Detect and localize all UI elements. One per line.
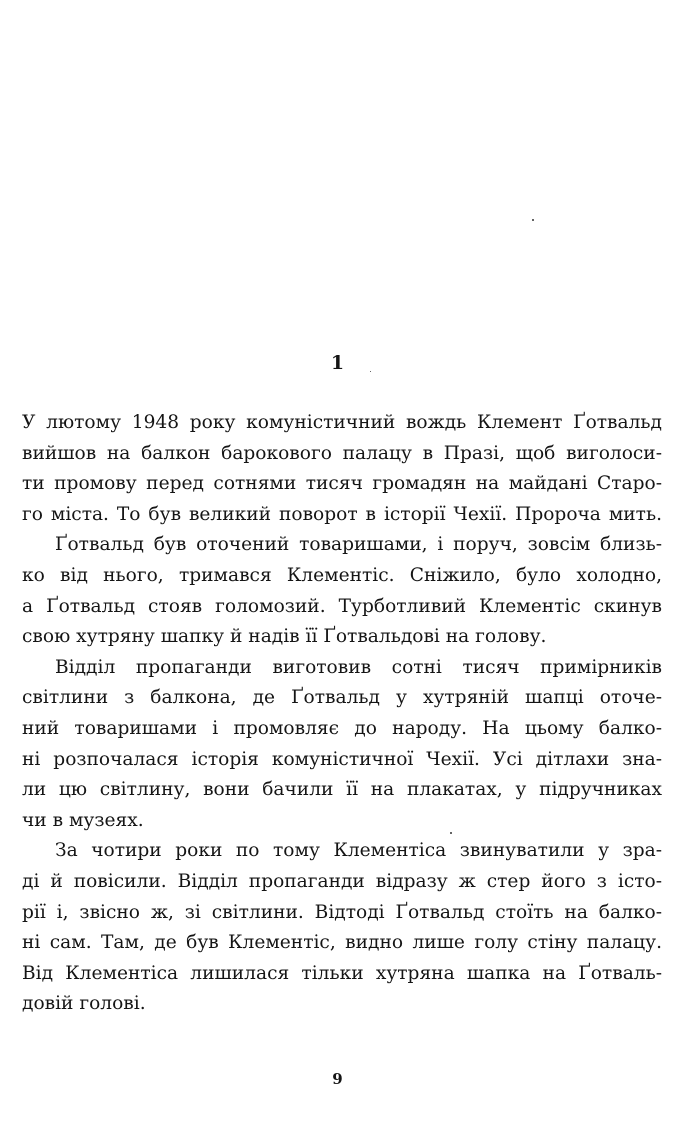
text-line: Відділ пропаганди виготовив сотні тисяч примірників (55, 656, 662, 678)
paragraph (22, 836, 662, 1020)
text-line: Ґотвальд був оточений товаришами, і поруч, зовсім близь- (55, 534, 662, 556)
paragraph (22, 408, 662, 530)
text-line: ні сам. Там, де був Клементіс, видно лише голу стіну палацу. (22, 932, 662, 954)
paragraph (22, 530, 662, 652)
text-line: довій голові. (22, 993, 146, 1015)
scan-speck (532, 219, 534, 221)
text-line: рії і, звісно ж, зі світлини. Відтоді Ґотвальд стоїть на балко- (22, 901, 662, 923)
text-line: світлини з балкона, де Ґотвальд у хутряній шапці оточе- (22, 687, 662, 709)
text-line: ко від нього, тримався Клементіс. Сніжило, було холодно, (22, 564, 662, 586)
text-line: а Ґотвальд стояв голомозий. Турботливий Клементіс скинув (22, 595, 662, 617)
text-line: ний товаришами і промовляє до народу. На цьому балко- (22, 717, 662, 739)
chapter-number: 1 (330, 352, 345, 374)
text-line: ли цю світлину, вони бачили її на плакатах, у підручниках (22, 779, 662, 801)
paragraph (22, 653, 662, 837)
text-line: За чотири роки по тому Клементіса звинуватили у зра- (55, 840, 662, 862)
chapter-body (22, 408, 662, 1020)
text-line: ді й повісили. Відділ пропаганди відразу ж стер його з істо- (22, 870, 662, 892)
text-line: У лютому 1948 року комуністичний вождь Клемент Ґотвальд (22, 412, 662, 433)
text-line: чи в музеях. (22, 809, 144, 831)
text-line: Від Клементіса лишилася тільки хутряна шапка на Ґотваль- (22, 962, 662, 984)
text-line: вийшов на балкон барокового палацу в Празі, щоб виголоси- (22, 442, 662, 464)
page-number: 9 (332, 1070, 343, 1088)
text-line: свою хутряну шапку й надів її Ґотвальдові на голову. (22, 626, 547, 648)
text-line: ні розпочалася історія комуністичної Чехії. Усі дітлахи зна- (22, 748, 662, 770)
text-line: ти промову перед сотнями тисяч громадян на майдані Старо- (22, 473, 662, 495)
text-line: го міста. То був великий поворот в історії Чехії. Пророча мить. (22, 503, 662, 525)
